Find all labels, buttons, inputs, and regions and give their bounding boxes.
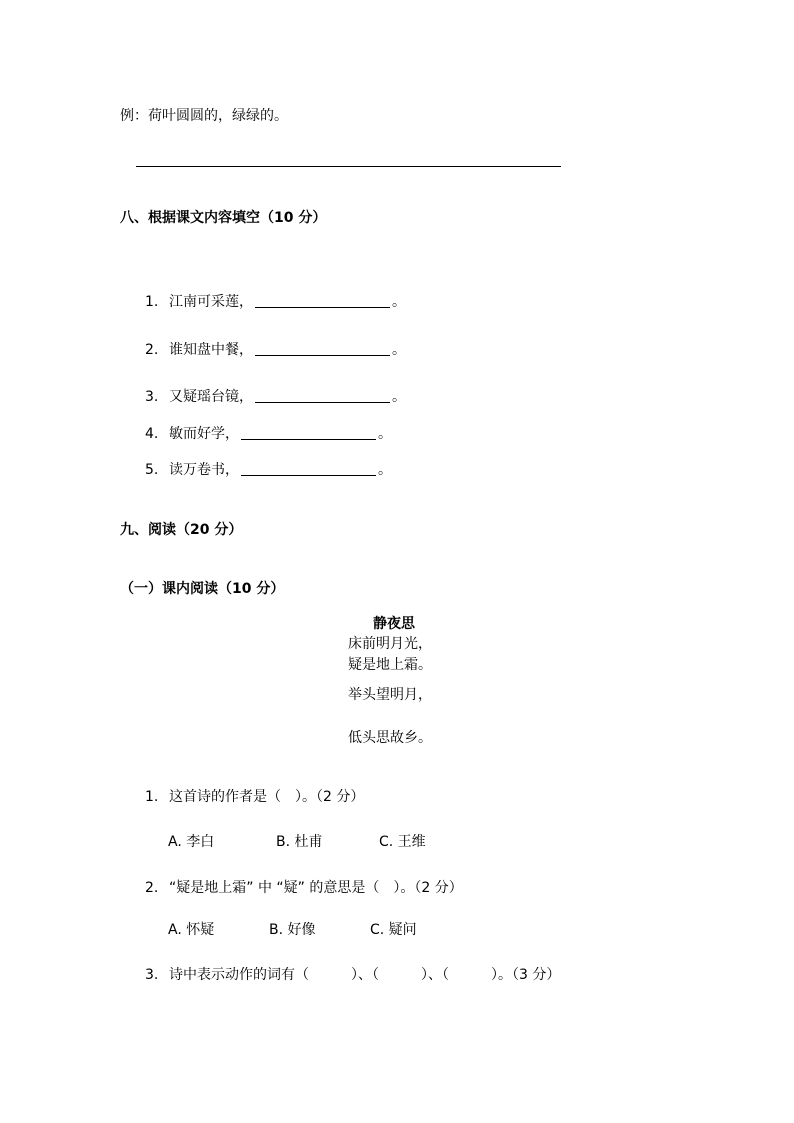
fill-blank[interactable] (255, 341, 390, 356)
poem-line: 床前明月光， (348, 636, 432, 652)
item-end: 。 (392, 389, 406, 405)
item-text: 江南可采莲， (169, 294, 253, 310)
poem-title: 静夜思 (373, 616, 415, 632)
fill-blank[interactable] (241, 425, 376, 440)
fill-item-2 (145, 341, 406, 359)
item-text: 谁知盘中餐， (169, 342, 253, 358)
fill-blank[interactable] (255, 388, 390, 403)
question-1 (145, 788, 364, 806)
poem-line: 疑是地上霜。 (348, 657, 432, 673)
answer-line (136, 166, 561, 167)
item-number: 4. (145, 426, 159, 442)
fill-item-3 (145, 388, 406, 406)
item-text: 读万卷书， (169, 462, 239, 478)
option-c[interactable]: C. 王维 (379, 834, 426, 850)
question-number: 1. (145, 789, 159, 805)
example-sentence: 例：荷叶圆圆的，绿绿的。 (120, 108, 288, 124)
option-c[interactable]: C. 疑问 (370, 922, 417, 938)
item-number: 5. (145, 462, 159, 478)
item-number: 2. (145, 342, 159, 358)
option-a[interactable]: A. 怀疑 (168, 922, 215, 938)
section-8-title: 八、根据课文内容填空（10 分） (120, 210, 327, 226)
fill-item-4 (145, 425, 392, 443)
option-b[interactable]: B. 好像 (269, 922, 316, 938)
item-end: 。 (392, 342, 406, 358)
question-text: “疑是地上霜” 中 “疑” 的意思是（ ）。（2 分） (169, 880, 463, 896)
option-b[interactable]: B. 杜甫 (276, 834, 323, 850)
question-number: 3. (145, 967, 159, 983)
question-3 (145, 966, 560, 984)
fill-blank[interactable] (241, 461, 376, 476)
item-number: 1. (145, 294, 159, 310)
fill-blank[interactable] (255, 293, 390, 308)
item-end: 。 (392, 294, 406, 310)
poem-line: 低头思故乡。 (348, 730, 432, 746)
item-number: 3. (145, 389, 159, 405)
option-a[interactable]: A. 李白 (168, 834, 215, 850)
item-end: 。 (378, 426, 392, 442)
item-text: 敏而好学， (169, 426, 239, 442)
question-number: 2. (145, 880, 159, 896)
poem-line: 举头望明月， (348, 687, 432, 703)
question-text: 诗中表示动作的词有（ ）、（ ）、（ ）。（3 分） (169, 967, 561, 983)
fill-item-5 (145, 461, 392, 479)
question-text: 这首诗的作者是（ ）。（2 分） (169, 789, 365, 805)
item-end: 。 (378, 462, 392, 478)
question-2 (145, 879, 463, 897)
subsection-title: （一）课内阅读（10 分） (120, 581, 285, 597)
section-9-title: 九、阅读（20 分） (120, 522, 243, 538)
item-text: 又疑瑶台镜， (169, 389, 253, 405)
fill-item-1 (145, 293, 406, 311)
